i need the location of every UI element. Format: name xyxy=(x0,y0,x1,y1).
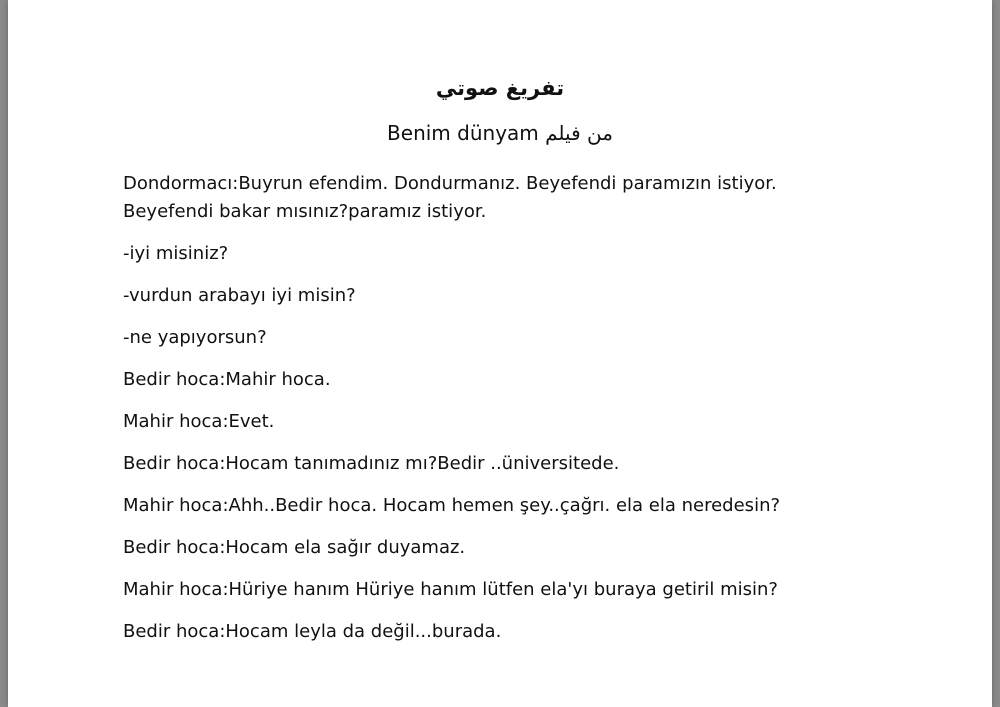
transcript-paragraph xyxy=(123,240,943,268)
transcript-line: Mahir hoca:Hüriye hanım Hüriye hanım lütfen ela'yı buraya getiril misin? xyxy=(123,579,778,600)
transcript-line: -vurdun arabayı iyi misin? xyxy=(123,285,356,306)
transcript-line: -iyi misiniz? xyxy=(123,243,229,264)
transcript-paragraph xyxy=(123,366,943,394)
transcript-line: Mahir hoca:Ahh..Bedir hoca. Hocam hemen şey..çağrı. ela ela neredesin? xyxy=(123,495,781,516)
transcript-line: -ne yapıyorsun? xyxy=(123,327,267,348)
transcript-line: Beyefendi bakar mısınız?paramız istiyor. xyxy=(123,201,487,222)
transcript-paragraph xyxy=(123,450,943,478)
transcript-body xyxy=(123,170,943,660)
document-title: تفريغ صوتي xyxy=(435,76,565,100)
transcript-line: Bedir hoca:Mahir hoca. xyxy=(123,369,331,390)
film-label-ar: من فيلم xyxy=(545,121,613,145)
transcript-paragraph xyxy=(123,618,943,646)
transcript-paragraph xyxy=(123,408,943,436)
transcript-line: Bedir hoca:Hocam ela sağır duyamaz. xyxy=(123,537,466,558)
transcript-line: Dondormacı:Buyrun efendim. Dondurmanız. Beyefendi paramızın istiyor. xyxy=(123,173,777,194)
film-title: Benim dünyam xyxy=(387,121,539,145)
document-subtitle xyxy=(8,121,992,145)
transcript-paragraph xyxy=(123,534,943,562)
transcript-paragraph xyxy=(123,324,943,352)
document-page xyxy=(8,0,992,707)
transcript-line: Bedir hoca:Hocam leyla da değil...burada. xyxy=(123,621,502,642)
transcript-line: Bedir hoca:Hocam tanımadınız mı?Bedir ..üniversitede. xyxy=(123,453,620,474)
transcript-paragraph xyxy=(123,492,943,520)
transcript-paragraph xyxy=(123,170,943,226)
transcript-paragraph xyxy=(123,576,943,604)
transcript-paragraph xyxy=(123,282,943,310)
transcript-line: Mahir hoca:Evet. xyxy=(123,411,275,432)
